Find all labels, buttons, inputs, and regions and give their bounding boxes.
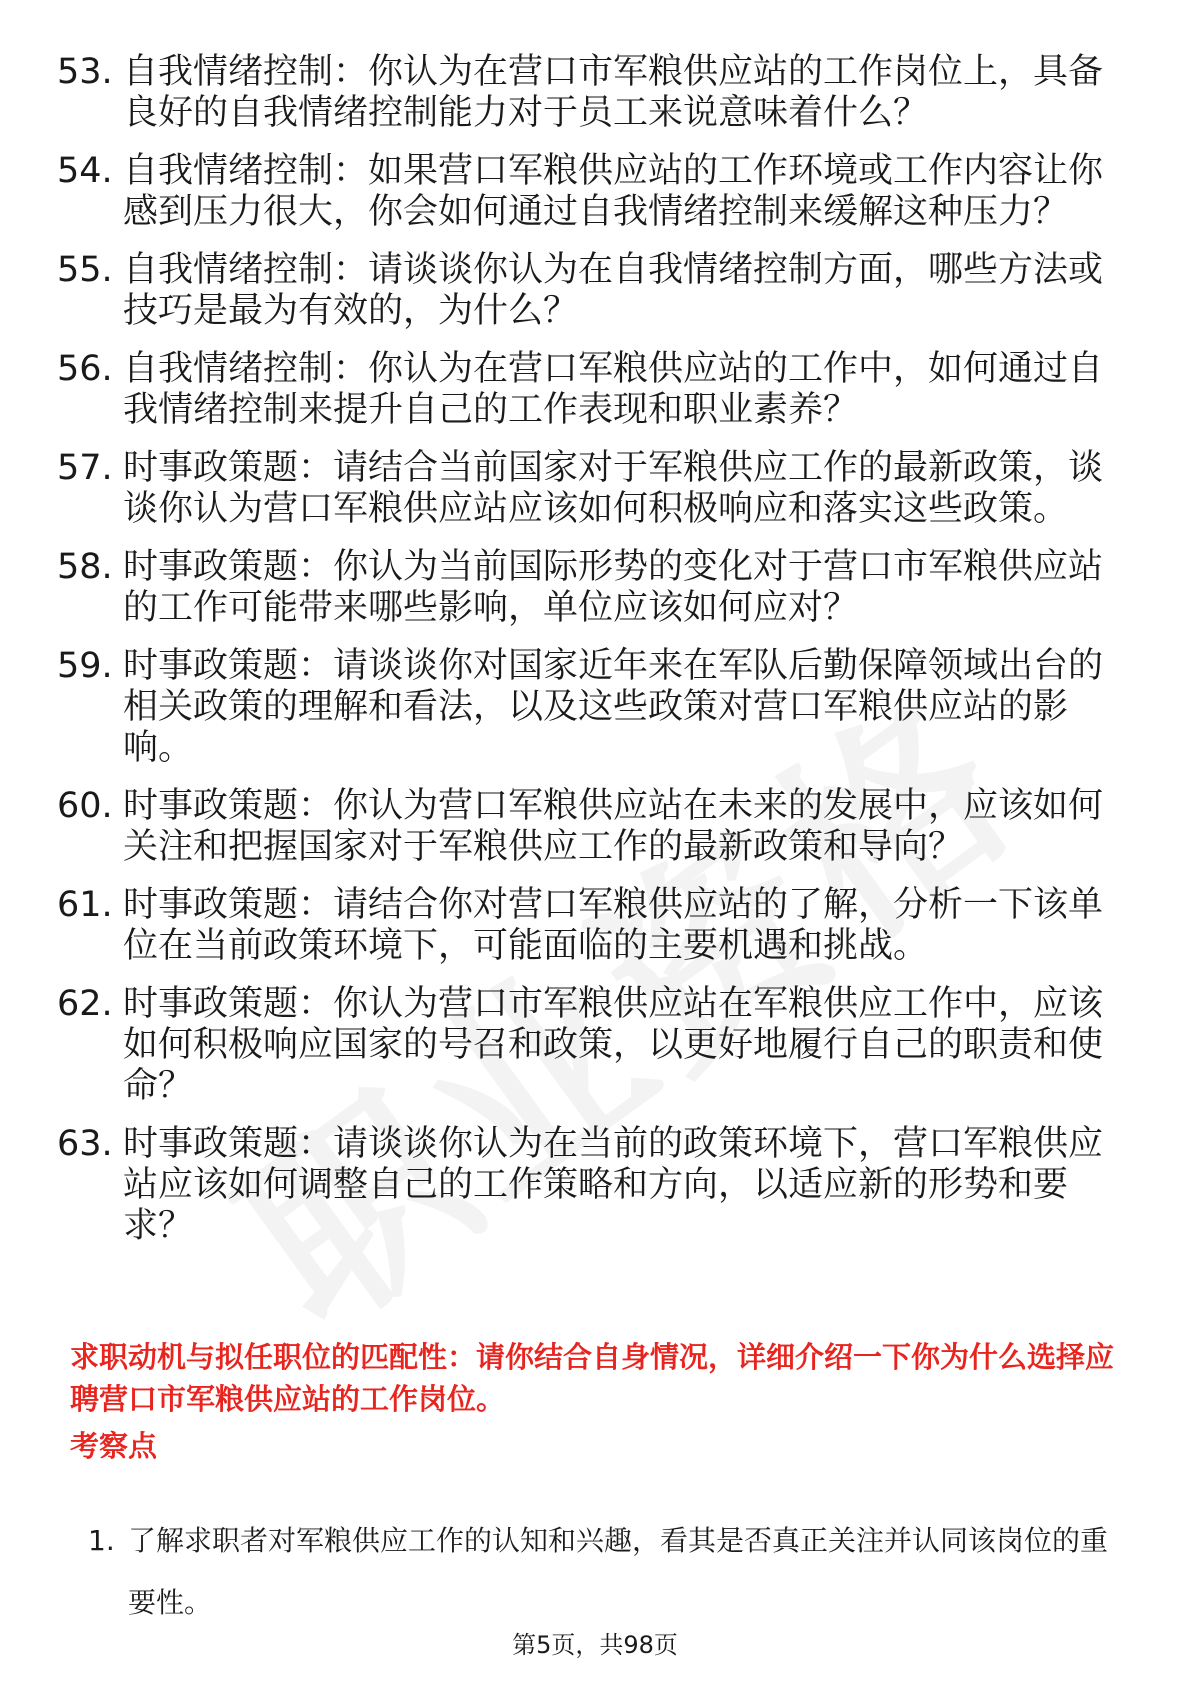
question-text: 时事政策题：请谈谈你对国家近年来在军队后勤保障领域出台的相关政策的理解和看法，以及这些政策对营口军粮供应站的影响。 (123, 646, 1104, 768)
motive-question-heading: 求职动机与拟任职位的匹配性：请你结合自身情况，详细介绍一下你为什么选择应聘营口市军粮供应站的工作岗位。 (70, 1340, 1115, 1416)
question-number: 55. (57, 250, 113, 290)
question-text: 时事政策题：你认为营口军粮供应站在未来的发展中，应该如何关注和把握国家对于军粮供应工作的最新政策和导向？ (123, 786, 1104, 867)
question-number: 58. (57, 547, 113, 587)
question-number: 56. (57, 349, 113, 389)
question-text: 时事政策题：请谈谈你认为在当前的政策环境下，营口军粮供应站应该如何调整自己的工作策略和方向，以适应新的形势和要求？ (123, 1124, 1104, 1246)
question-text: 自我情绪控制：请谈谈你认为在自我情绪控制方面，哪些方法或技巧是最为有效的，为什么？ (123, 250, 1104, 331)
question-item (57, 1124, 1137, 1247)
question-number: 60. (57, 786, 113, 826)
question-item (57, 984, 1137, 1107)
assessment-point-item (88, 1510, 1133, 1634)
question-item (57, 52, 1137, 134)
question-item (57, 448, 1137, 530)
question-item (57, 547, 1137, 629)
assessment-point-number: 1. (88, 1524, 115, 1557)
question-number: 63. (57, 1124, 113, 1164)
page-number-footer: 第5页，共98页 (512, 1631, 678, 1659)
question-number: 61. (57, 885, 113, 925)
question-text: 自我情绪控制：你认为在营口市军粮供应站的工作岗位上，具备良好的自我情绪控制能力对于员工来说意味着什么？ (123, 52, 1104, 133)
question-number: 59. (57, 646, 113, 686)
question-number: 62. (57, 984, 113, 1024)
question-text: 时事政策题：你认为营口市军粮供应站在军粮供应工作中，应该如何积极响应国家的号召和政策，以更好地履行自己的职责和使命？ (123, 984, 1104, 1106)
question-item (57, 885, 1137, 967)
question-item (57, 786, 1137, 868)
question-text: 时事政策题：请结合你对营口军粮供应站的了解，分析一下该单位在当前政策环境下，可能面临的主要机遇和挑战。 (123, 885, 1104, 966)
question-list (57, 52, 1137, 1264)
question-item (57, 151, 1137, 233)
question-item (57, 646, 1137, 769)
question-text: 时事政策题：请结合当前国家对于军粮供应工作的最新政策，谈谈你认为营口军粮供应站应该如何积极响应和落实这些政策。 (123, 448, 1104, 529)
question-item (57, 349, 1137, 431)
question-number: 57. (57, 448, 113, 488)
assessment-points-title: 考察点 (70, 1429, 158, 1463)
question-item (57, 250, 1137, 332)
assessment-points-list (88, 1510, 1133, 1634)
question-text: 自我情绪控制：你认为在营口军粮供应站的工作中，如何通过自我情绪控制来提升自己的工作表现和职业素养？ (123, 349, 1104, 430)
question-text: 自我情绪控制：如果营口军粮供应站的工作环境或工作内容让你感到压力很大，你会如何通过自我情绪控制来缓解这种压力？ (123, 151, 1104, 232)
question-text: 时事政策题：你认为当前国际形势的变化对于营口市军粮供应站的工作可能带来哪些影响，单位应该如何应对？ (123, 547, 1104, 628)
question-number: 54. (57, 151, 113, 191)
assessment-point-text: 了解求职者对军粮供应工作的认知和兴趣，看其是否真正关注并认同该岗位的重要性。 (128, 1524, 1109, 1619)
question-number: 53. (57, 52, 113, 92)
